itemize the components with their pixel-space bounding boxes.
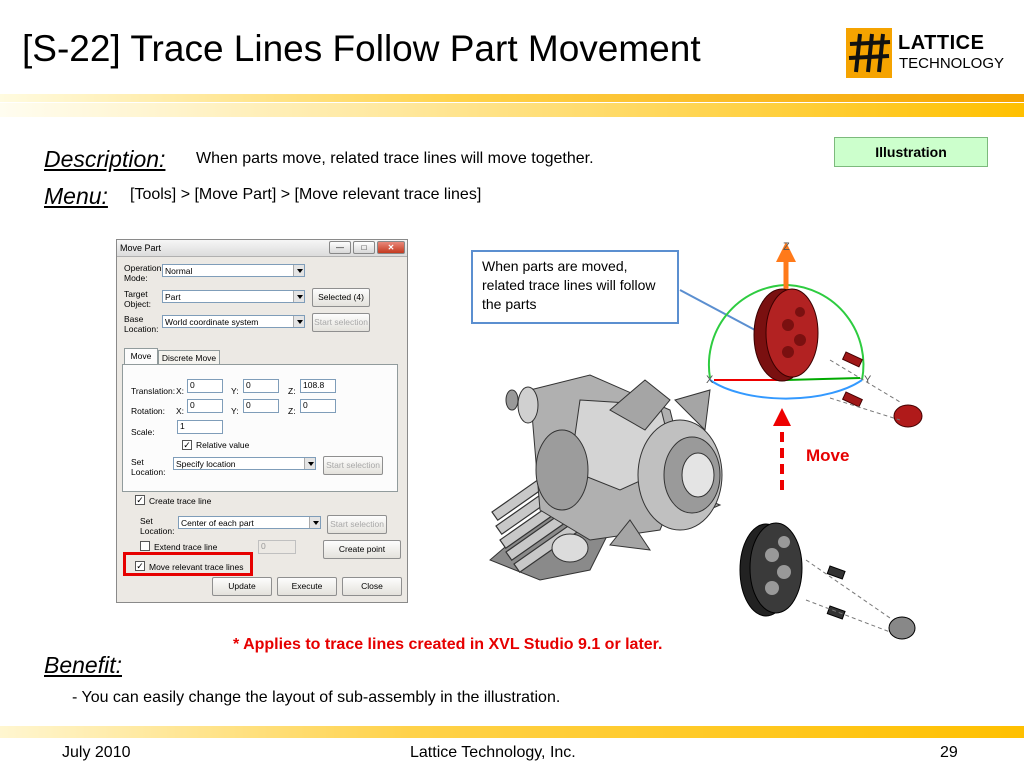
relative-value-checkbox[interactable]: ✓ xyxy=(183,440,191,450)
rotation-y-value: 0 xyxy=(246,400,251,410)
chevron-down-icon xyxy=(293,265,304,276)
tab-move[interactable]: Move xyxy=(124,348,158,365)
y-axis-label: Y xyxy=(864,374,872,386)
page-number: 29 xyxy=(940,744,958,761)
callout-box: When parts are moved, related trace lines will follow the parts xyxy=(471,250,679,324)
extend-trace-line-checkbox[interactable] xyxy=(140,541,150,551)
translation-y-field[interactable] xyxy=(243,379,279,393)
header-rule-lower xyxy=(0,103,1024,117)
chevron-down-icon xyxy=(293,291,304,302)
gray-bolts xyxy=(827,566,915,639)
description-label: Description: xyxy=(44,146,166,172)
scale-value: 1 xyxy=(180,421,185,431)
chevron-down-icon xyxy=(309,517,320,528)
start-selection-button[interactable]: Start selection xyxy=(312,313,370,332)
footer-date: July 2010 xyxy=(62,744,131,761)
version-note: * Applies to trace lines created in XVL Studio 9.1 or later. xyxy=(233,636,663,653)
rotation-label: Rotation: xyxy=(131,406,166,416)
logo-wordmark-1: LATTICE xyxy=(898,32,985,54)
close-button[interactable]: Close xyxy=(342,577,402,596)
translation-label: Translation: xyxy=(131,386,176,396)
benefit-label: Benefit: xyxy=(44,652,122,678)
dialog-titlebar[interactable] xyxy=(117,240,407,257)
tab-discrete-move[interactable]: Discrete Move xyxy=(158,350,220,365)
move-arrow xyxy=(773,408,791,490)
rotation-y-field[interactable] xyxy=(243,399,279,413)
base-location-label: Base Location: xyxy=(124,314,159,334)
target-object-value: Part xyxy=(165,292,181,302)
translation-y-label: Y: xyxy=(231,386,239,396)
red-bolts xyxy=(843,352,922,427)
set-location-value: Specify location xyxy=(176,459,236,469)
maximize-button[interactable]: □ xyxy=(353,241,375,254)
lattice-logo xyxy=(846,28,1005,78)
rotation-x-value: 0 xyxy=(190,400,195,410)
chevron-down-icon xyxy=(304,458,315,469)
operation-mode-label: Operation Mode: xyxy=(124,263,162,283)
rotation-z-field[interactable] xyxy=(300,399,336,413)
lattice-logo-icon xyxy=(846,28,892,78)
close-window-button[interactable]: ✕ xyxy=(377,241,405,254)
trace-set-location-select[interactable] xyxy=(178,516,321,529)
trace-set-location-value: Center of each part xyxy=(181,518,254,528)
trace-set-location-label: Set Location: xyxy=(140,516,175,536)
create-trace-line-label: Create trace line xyxy=(149,496,212,506)
rotation-x-field[interactable] xyxy=(187,399,223,413)
set-location-start-selection-button[interactable]: Start selection xyxy=(323,456,383,475)
relative-value-label: Relative value xyxy=(196,440,250,450)
create-point-button[interactable]: Create point xyxy=(323,540,401,559)
menu-label: Menu: xyxy=(44,183,108,209)
target-object-label: Target Object: xyxy=(124,289,151,309)
scale-label: Scale: xyxy=(131,427,155,437)
moved-disc xyxy=(754,289,818,381)
execute-button[interactable]: Execute xyxy=(277,577,337,596)
selected-button[interactable]: Selected (4) xyxy=(312,288,370,307)
rotation-z-label: Z: xyxy=(288,406,296,416)
move-relevant-checkbox[interactable]: ✓ xyxy=(136,561,144,571)
rotation-x-label: X: xyxy=(176,406,185,416)
set-location-select[interactable] xyxy=(173,457,316,470)
operation-mode-select[interactable] xyxy=(162,264,305,277)
illustration-tag: Illustration xyxy=(834,137,988,167)
translation-x-value: 0 xyxy=(190,380,195,390)
footer-rule xyxy=(0,726,1024,738)
translation-z-value: 108.8 xyxy=(303,380,325,390)
translation-x-field[interactable] xyxy=(187,379,223,393)
extend-length-value: 0 xyxy=(261,541,266,551)
base-location-select[interactable] xyxy=(162,315,305,328)
engine-model xyxy=(490,375,722,580)
dialog-title: Move Part xyxy=(120,243,162,253)
chevron-down-icon xyxy=(293,316,304,327)
update-button[interactable]: Update xyxy=(212,577,272,596)
logo-wordmark-2: TECHNOLOGY xyxy=(899,55,1005,72)
move-relevant-label: Move relevant trace lines xyxy=(149,562,244,572)
rotation-y-label: Y: xyxy=(231,406,239,416)
translation-y-value: 0 xyxy=(246,380,251,390)
z-axis-label: Z xyxy=(783,241,790,253)
original-disc xyxy=(740,523,802,616)
scale-field[interactable] xyxy=(177,420,223,434)
benefit-text: - You can easily change the layout of sub-assembly in the illustration. xyxy=(72,689,561,706)
set-location-label: Set Location: xyxy=(131,457,166,477)
create-trace-line-checkbox[interactable]: ✓ xyxy=(136,495,144,505)
move-label: Move xyxy=(806,446,850,465)
rotation-z-value: 0 xyxy=(303,400,308,410)
translation-x-label: X: xyxy=(176,386,185,396)
target-object-select[interactable] xyxy=(162,290,305,303)
base-location-value: World coordinate system xyxy=(165,317,259,327)
x-axis-label: X xyxy=(706,374,714,386)
description-text: When parts move, related trace lines will move together. xyxy=(196,150,594,167)
highlight-box xyxy=(123,552,253,576)
translation-z-field[interactable] xyxy=(300,379,336,393)
operation-mode-value: Normal xyxy=(165,266,193,276)
trace-start-selection-button[interactable]: Start selection xyxy=(327,515,387,534)
menu-path: [Tools] > [Move Part] > [Move relevant trace lines] xyxy=(130,186,482,203)
extend-trace-line-label: Extend trace line xyxy=(154,542,218,552)
extend-length-field[interactable] xyxy=(258,540,296,554)
minimize-button[interactable]: — xyxy=(329,241,351,254)
header-rule xyxy=(0,94,1024,102)
slide-title: [S-22] Trace Lines Follow Part Movement xyxy=(22,28,701,69)
footer-company: Lattice Technology, Inc. xyxy=(410,744,576,761)
translation-z-label: Z: xyxy=(288,386,296,396)
